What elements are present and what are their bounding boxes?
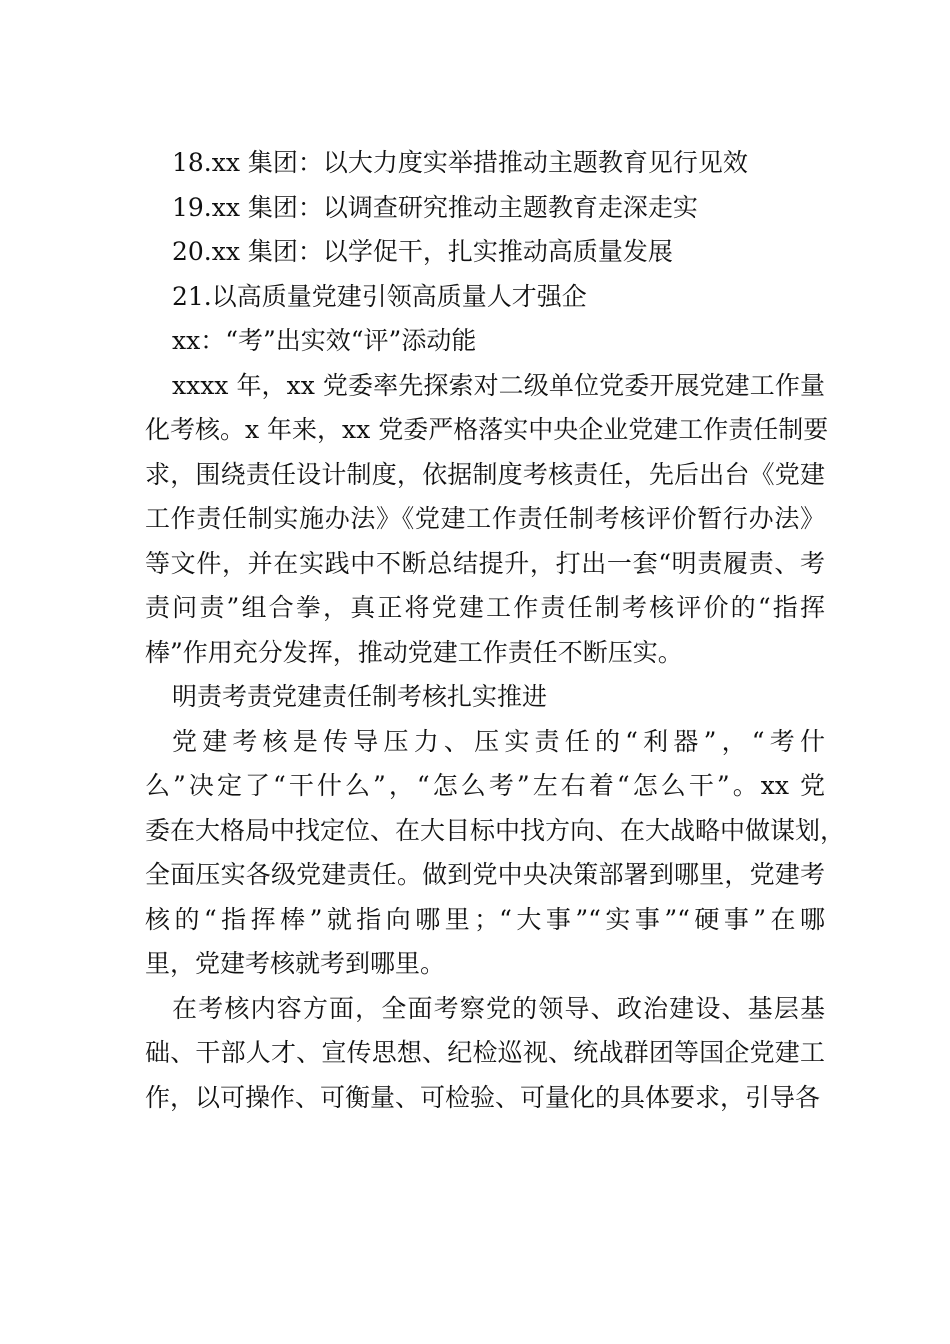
paragraph-line: 化考核。x 年来，xx 党委严格落实中央企业党建工作责任制要: [145, 415, 829, 444]
paragraph-line: 里，党建考核就考到哪里。: [145, 949, 446, 978]
paragraph-line: 核的“指挥棒”就指向哪里；“大事”“实事”“硬事”在哪: [145, 904, 825, 934]
paragraph-line: 作，以可操作、可衡量、可检验、可量化的具体要求，引导各: [145, 1082, 821, 1112]
paragraph-line: 在考核内容方面，全面考察党的领导、政治建设、基层基: [172, 993, 825, 1023]
paragraph-line: 等文件，并在实践中不断总结提升，打出一套“明责履责、考: [145, 548, 825, 578]
heading-line: 明责考责党建责任制考核扎实推进: [172, 682, 548, 711]
paragraph-line: 委在大格局中找定位、在大目标中找方向、在大战略中做谋划，: [145, 815, 846, 845]
paragraph-line: 么”决定了“干什么”，“怎么考”左右着“怎么干”。xx 党: [145, 771, 825, 800]
paragraph-line: 党建考核是传导压力、压实责任的“利器”，“考什: [172, 726, 825, 756]
paragraph-line: 全面压实各级党建责任。做到党中央决策部署到哪里，党建考: [145, 860, 825, 889]
paragraph-line: 责问责”组合拳，真正将党建工作责任制考核评价的“指挥: [145, 593, 825, 622]
paragraph-line: 础、干部人才、宣传思想、纪检巡视、统战群团等国企党建工: [145, 1038, 825, 1067]
paragraph-line: 棒”作用充分发挥，推动党建工作责任不断压实。: [145, 637, 683, 667]
paragraph-line: 工作责任制实施办法》《党建工作责任制考核评价暂行办法》: [145, 504, 825, 533]
paragraph-line: 求，围绕责任设计制度，依据制度考核责任，先后出台《党建: [145, 459, 825, 489]
heading-line: 20.xx 集团：以学促干，扎实推动高质量发展: [172, 237, 673, 266]
heading-line: 18.xx 集团：以大力度实举措推动主题教育见行见效: [172, 148, 748, 177]
paragraph-line: xxxx 年，xx 党委率先探索对二级单位党委开展党建工作量: [172, 370, 825, 400]
heading-line: 21.以高质量党建引领高质量人才强企: [172, 281, 587, 311]
heading-line: xx：“考”出实效“评”添动能: [172, 326, 477, 355]
heading-line: 19.xx 集团：以调查研究推动主题教育走深走实: [172, 192, 698, 222]
